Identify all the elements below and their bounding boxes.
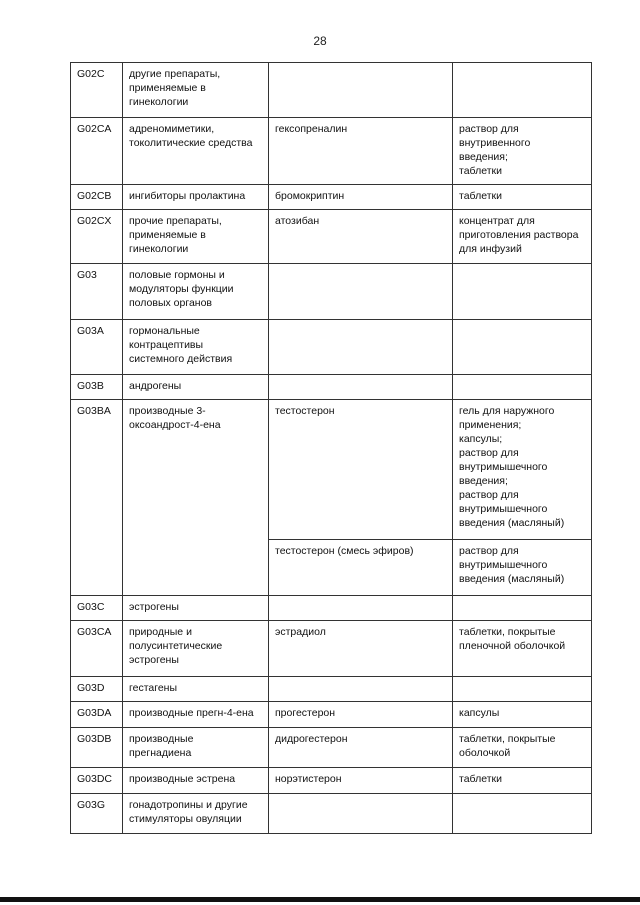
group-name-cell: андрогены bbox=[123, 375, 269, 400]
table-row bbox=[71, 768, 592, 794]
drug-name-cell: тестостерон (смесь эфиров) bbox=[269, 540, 453, 596]
dosage-form-cell: концентрат для приготовления раствора для инфузий bbox=[453, 210, 592, 264]
dosage-form-cell: раствор для внутривенного введения; таблетки bbox=[453, 118, 592, 185]
group-name-cell: производные прегн-4-ена bbox=[123, 702, 269, 728]
atc-code-cell: G03 bbox=[71, 264, 123, 320]
atc-code-cell: G03C bbox=[71, 596, 123, 621]
drug-name-cell bbox=[269, 63, 453, 118]
group-name-cell: производные эстрена bbox=[123, 768, 269, 794]
table-row bbox=[71, 210, 592, 264]
table-row bbox=[71, 375, 592, 400]
drug-name-cell: норэтистерон bbox=[269, 768, 453, 794]
dosage-form-cell bbox=[453, 320, 592, 375]
table-row bbox=[71, 400, 592, 540]
drug-name-cell bbox=[269, 794, 453, 834]
atc-code-cell: G03D bbox=[71, 677, 123, 702]
atc-code-cell: G03BA bbox=[71, 400, 123, 596]
atc-code-cell: G02C bbox=[71, 63, 123, 118]
table-row bbox=[71, 320, 592, 375]
dosage-form-cell: гель для наружного применения; капсулы; раствор для внутримышечного введения; раствор для внутримышечного введения (масляный) bbox=[453, 400, 592, 540]
drug-name-cell: тестостерон bbox=[269, 400, 453, 540]
dosage-form-cell: таблетки, покрытые оболочкой bbox=[453, 728, 592, 768]
table-row bbox=[71, 621, 592, 677]
drug-classification-table bbox=[70, 62, 592, 834]
drug-name-cell bbox=[269, 677, 453, 702]
group-name-cell: эстрогены bbox=[123, 596, 269, 621]
drug-name-cell bbox=[269, 375, 453, 400]
atc-code-cell: G03DB bbox=[71, 728, 123, 768]
table-row bbox=[71, 596, 592, 621]
group-name-cell: гонадотропины и другие стимуляторы овуляции bbox=[123, 794, 269, 834]
drug-name-cell bbox=[269, 264, 453, 320]
dosage-form-cell bbox=[453, 264, 592, 320]
dosage-form-cell bbox=[453, 596, 592, 621]
table-row bbox=[71, 794, 592, 834]
atc-code-cell: G02CB bbox=[71, 185, 123, 210]
dosage-form-cell: капсулы bbox=[453, 702, 592, 728]
table-row bbox=[71, 728, 592, 768]
drug-name-cell bbox=[269, 320, 453, 375]
group-name-cell: производные 3- оксоандрост-4-ена bbox=[123, 400, 269, 596]
dosage-form-cell: таблетки bbox=[453, 768, 592, 794]
atc-code-cell: G03G bbox=[71, 794, 123, 834]
group-name-cell: прочие препараты, применяемые в гинекологии bbox=[123, 210, 269, 264]
group-name-cell: другие препараты, применяемые в гинекологии bbox=[123, 63, 269, 118]
scan-bottom-edge bbox=[0, 897, 640, 902]
atc-code-cell: G03A bbox=[71, 320, 123, 375]
table-row bbox=[71, 118, 592, 185]
atc-code-cell: G03B bbox=[71, 375, 123, 400]
group-name-cell: гормональные контрацептивы системного действия bbox=[123, 320, 269, 375]
dosage-form-cell bbox=[453, 375, 592, 400]
atc-code-cell: G03DC bbox=[71, 768, 123, 794]
drug-name-cell: атозибан bbox=[269, 210, 453, 264]
group-name-cell: адреномиметики, токолитические средства bbox=[123, 118, 269, 185]
table-row bbox=[71, 677, 592, 702]
group-name-cell: половые гормоны и модуляторы функции половых органов bbox=[123, 264, 269, 320]
table-row bbox=[71, 185, 592, 210]
drug-name-cell: прогестерон bbox=[269, 702, 453, 728]
atc-code-cell: G02CA bbox=[71, 118, 123, 185]
table-row bbox=[71, 63, 592, 118]
atc-code-cell: G03DA bbox=[71, 702, 123, 728]
drug-name-cell: гексопреналин bbox=[269, 118, 453, 185]
dosage-form-cell: таблетки bbox=[453, 185, 592, 210]
dosage-form-cell bbox=[453, 677, 592, 702]
drug-name-cell: бромокриптин bbox=[269, 185, 453, 210]
drug-name-cell: дидрогестерон bbox=[269, 728, 453, 768]
group-name-cell: производные прегнадиена bbox=[123, 728, 269, 768]
dosage-form-cell: таблетки, покрытые пленочной оболочкой bbox=[453, 621, 592, 677]
page-number: 28 bbox=[313, 34, 327, 48]
group-name-cell: гестагены bbox=[123, 677, 269, 702]
group-name-cell: природные и полусинтетические эстрогены bbox=[123, 621, 269, 677]
drug-name-cell bbox=[269, 596, 453, 621]
table-row bbox=[71, 702, 592, 728]
table-row bbox=[71, 264, 592, 320]
dosage-form-cell bbox=[453, 794, 592, 834]
dosage-form-cell: раствор для внутримышечного введения (масляный) bbox=[453, 540, 592, 596]
drug-name-cell: эстрадиол bbox=[269, 621, 453, 677]
group-name-cell: ингибиторы пролактина bbox=[123, 185, 269, 210]
atc-code-cell: G03CA bbox=[71, 621, 123, 677]
dosage-form-cell bbox=[453, 63, 592, 118]
atc-code-cell: G02CX bbox=[71, 210, 123, 264]
